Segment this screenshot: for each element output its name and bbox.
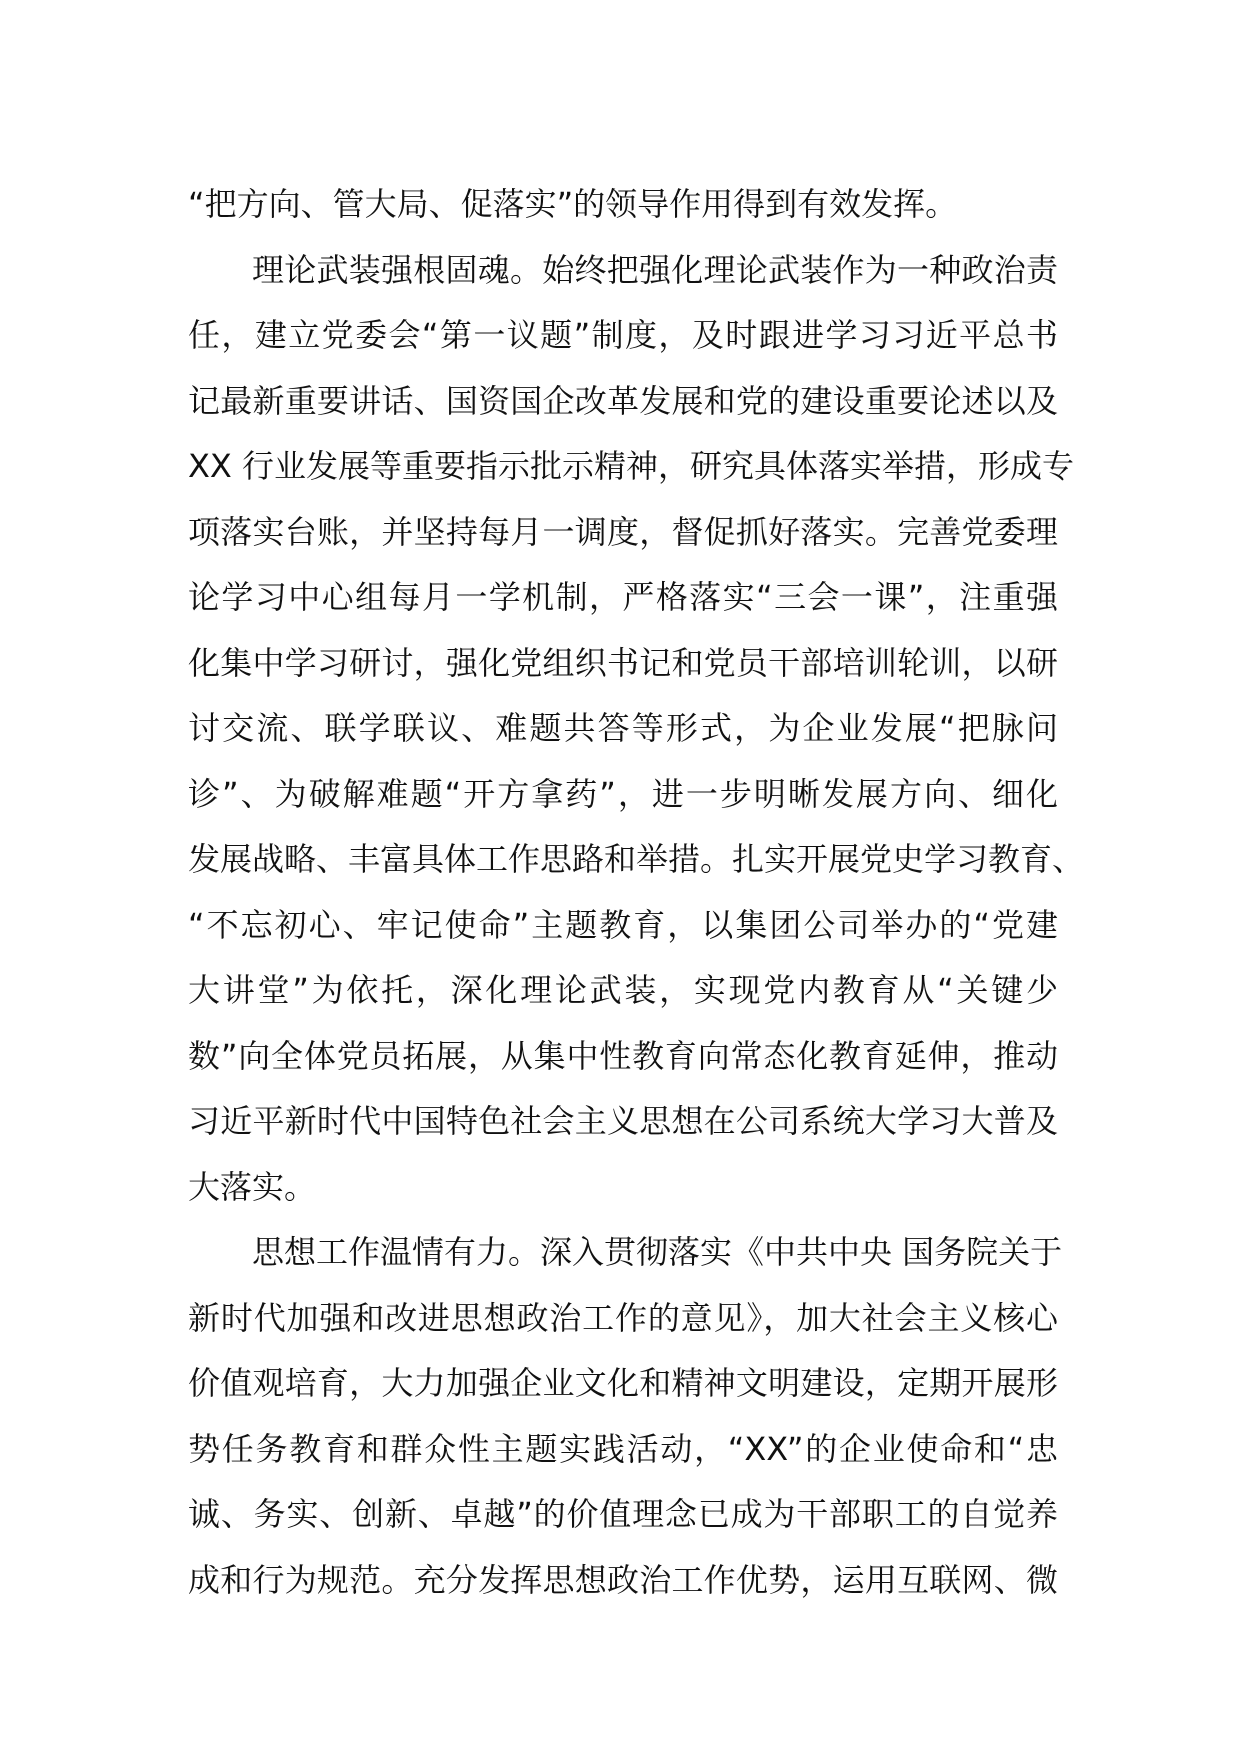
text-line: 新时代加强和改进思想政治工作的意见》，加大社会主义核心 (188, 1298, 1058, 1337)
text-line: “不忘初心、牢记使命”主题教育，以集团公司举办的“党建 (188, 905, 1058, 944)
text-line: 成和行为规范。充分发挥思想政治工作优势，运用互联网、微 (188, 1560, 1058, 1599)
text-line: 数”向全体党员拓展，从集中性教育向常态化教育延伸，推动 (188, 1036, 1058, 1075)
text-line: 价值观培育，大力加强企业文化和精神文明建设，定期开展形 (188, 1364, 1058, 1402)
paragraph-heading-line: 思想工作温情有力。深入贯彻落实《中共中央 国务院关于 (252, 1233, 1063, 1271)
text-line: 大讲堂”为依托，深化理论武装，实现党内教育从“关键少 (188, 971, 1058, 1009)
text-line: 发展战略、丰富具体工作思路和举措。扎实开展党史学习教育、 (188, 840, 1085, 878)
paragraph-heading-line: 理论武装强根固魂。始终把强化理论武装作为一种政治责 (252, 250, 1058, 289)
text-line: “把方向、管大局、促落实”的领导作用得到有效发挥。 (188, 185, 958, 223)
text-line: 记最新重要讲话、国资国企改革发展和党的建设重要论述以及 (188, 381, 1058, 420)
text-line: 讨交流、联学联议、难题共答等形式，为企业发展“把脉问 (188, 709, 1058, 747)
text-line: 诊”、为破解难题“开方拿药”，进一步明晰发展方向、细化 (188, 774, 1058, 813)
text-line: 项落实台账，并坚持每月一调度，督促抓好落实。完善党委理 (188, 512, 1058, 551)
body-text (188, 172, 1085, 1613)
text-line: XX 行业发展等重要指示批示精神，研究具体落实举措，形成专 (188, 447, 1075, 485)
text-line: 习近平新时代中国特色社会主义思想在公司系统大学习大普及 (188, 1102, 1058, 1140)
text-line: 大落实。 (188, 1167, 317, 1206)
text-line: 任，建立党委会“第一议题”制度，及时跟进学习习近平总书 (188, 316, 1058, 354)
text-line: 诚、务实、创新、卓越”的价值理念已成为干部职工的自觉养 (188, 1495, 1058, 1533)
text-line: 势任务教育和群众性主题实践活动，“XX”的企业使命和“忠 (188, 1429, 1058, 1468)
text-line: 化集中学习研讨，强化党组织书记和党员干部培训轮训，以研 (188, 643, 1058, 682)
text-line: 论学习中心组每月一学机制，严格落实“三会一课”，注重强 (188, 578, 1058, 616)
